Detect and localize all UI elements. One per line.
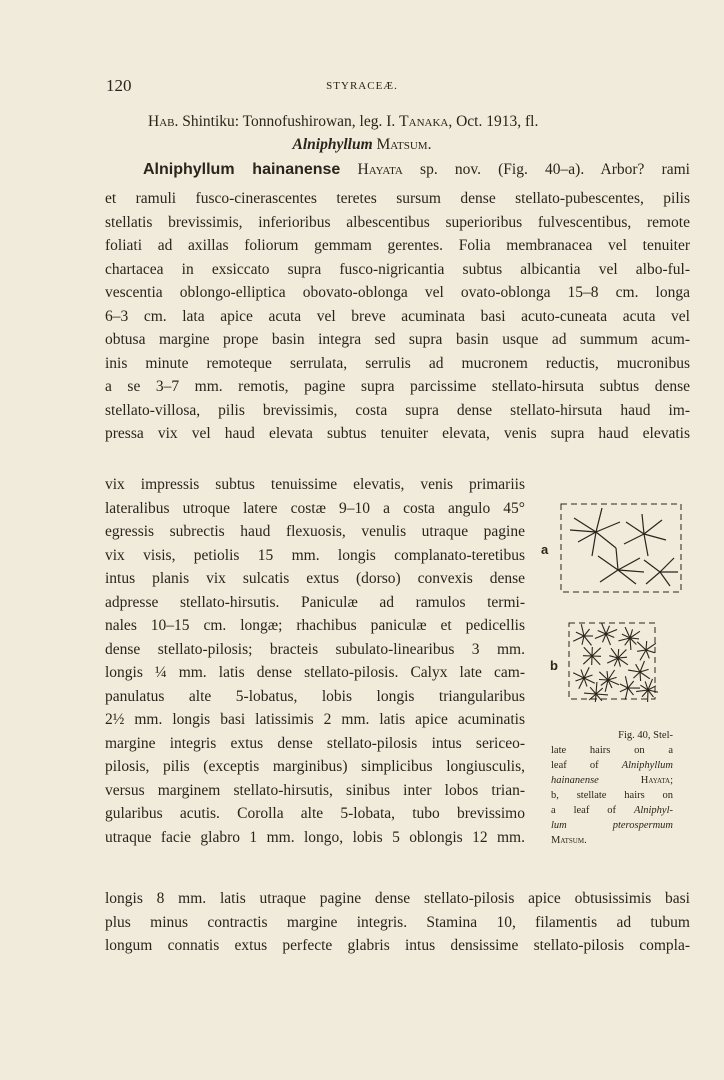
caption-line: a leaf of Alniphyl- (551, 805, 674, 816)
text-line: gularibus acutis. Corolla alte 5-lobata, tubo brevissimo (105, 805, 525, 822)
text-line: utraque facie glabro 1 mm. longo, lobis 5 oblongis 12 mm. (105, 828, 525, 846)
text-line: 2½ mm. longis basi latissimis 2 mm. latis apice acuminatis (105, 711, 525, 728)
habitat-text-b: , Oct. 1913, fl. (448, 113, 539, 130)
caption-line: lum pterospermum (551, 820, 673, 831)
text-line: plus minus contractis margine integris. Stamina 10, filamentis ad tubum (105, 913, 690, 931)
text-line: a se 3–7 mm. remotis, pagine supra parcissime stellato-hirsuta subtus dense (105, 378, 690, 395)
habitat-label: Hab. (148, 113, 179, 130)
text-line: margine integris extus dense stellato-pilosis intus sericeo- (105, 734, 525, 752)
species-name: Alniphyllum hainanense (143, 161, 341, 178)
text-line: 6–3 cm. lata apice acuta vel breve acuminata basi acuto-cuneata acuta vel (105, 307, 690, 325)
text-line: inis minute remoteque serrulata, serrulis ad mucronem reductis, mucronibus (105, 354, 690, 372)
caption-line: Fig. 40, Stel- (618, 730, 673, 741)
running-title: STYRACEÆ. (326, 80, 398, 92)
text-line: vescentia oblongo-elliptica obovato-oblonga vel ovato-oblonga 15–8 cm. longa (105, 284, 690, 301)
text-line: dense stellato-pilosis; bracteis subulato-linearibus 3 mm. (105, 640, 525, 658)
page-number: 120 (106, 76, 132, 95)
figure-caption (551, 728, 673, 848)
text-line: stellato-villosa, pilis brevissimis, costa supra dense stellato-hirsuta haud im- (105, 401, 690, 419)
text-line: longis ¼ mm. latis dense stellato-pilosis. Calyx late cam- (105, 664, 525, 681)
collector-name: Tanaka (399, 113, 449, 130)
text-line: chartacea in exsiccato supra fusco-nigricantia subtus albicantia vel albo-ful- (105, 260, 690, 278)
species-rest: sp. nov. (Fig. 40–a). Arbor? rami (402, 161, 690, 178)
text-line: longum connatis extus perfecte glabris intus densissime stellato-pilosis compla- (105, 937, 690, 954)
habitat-text-a: Shintiku: Tonnofushirowan, leg. I. (178, 113, 400, 130)
text-line: lateralibus utroque latere costæ 9–10 a costa angulo 45° (105, 499, 525, 517)
figure-label-a: a (541, 542, 549, 557)
text-line: stellatis brevissimis, inferioribus albescentibus superioribus fulvescentibus, remote (105, 213, 690, 231)
genus-name: Alniphyllum (292, 136, 373, 153)
caption-line: b, stellate hairs on (551, 790, 674, 801)
caption-line: Matsum. (551, 835, 587, 846)
genus-author: Matsum. (376, 136, 432, 153)
species-line (143, 159, 690, 181)
text-line: pilosis, pilis (exceptis marginibus) simplicibus longiusculis, (105, 758, 525, 775)
text-line: vix impressis subtus tenuissime elevatis, venis primariis (105, 476, 525, 493)
text-line: longis 8 mm. latis utraque pagine dense stellato-pilosis apice obtusissimis basi (105, 890, 690, 907)
stellate-hairs-illustration-a (558, 500, 684, 596)
text-line: et ramuli fusco-cinerascentes teretes sursum dense stellato-pubescentes, pilis (105, 190, 690, 207)
caption-line: leaf of Alniphyllum (551, 760, 674, 771)
caption-line: hainanense Hayata; (551, 775, 673, 786)
text-line: obtusa margine prope basin integra sed supra basin usque ad summum acum- (105, 331, 690, 348)
text-line: foliati ad axillas foliorum gemmam gerentes. Folia membranacea vel tenuiter (105, 237, 690, 254)
stellate-hairs-illustration-b (566, 620, 658, 702)
text-line: intus planis vix sulcatis extus (dorso) convexis dense (105, 570, 525, 587)
text-line: egressis subrectis haud flexuosis, venulis utraque pagine (105, 523, 525, 540)
text-line: panulatus alte 5-lobatus, lobis longis triangularibus (105, 687, 525, 705)
text-line: versus marginem stellato-hirsutis, sinibus inter lobos trian- (105, 781, 525, 799)
text-line: vix visis, petiolis 15 mm. longis complanato-teretibus (105, 546, 525, 564)
text-line: pressa vix vel haud elevata subtus tenuiter elevata, venis supra haud elevatis (105, 425, 690, 442)
figure-label-b: b (550, 658, 558, 673)
caption-line: late hairs on a (551, 745, 673, 756)
text-line: nales 10–15 cm. longæ; rhachibus paniculæ et pedicellis (105, 617, 525, 634)
text-line: adpresse stellato-hirsutis. Paniculæ ad ramulos termi- (105, 593, 525, 611)
species-author: Hayata (357, 161, 403, 178)
habitat-line (148, 113, 538, 131)
genus-heading (0, 136, 724, 154)
